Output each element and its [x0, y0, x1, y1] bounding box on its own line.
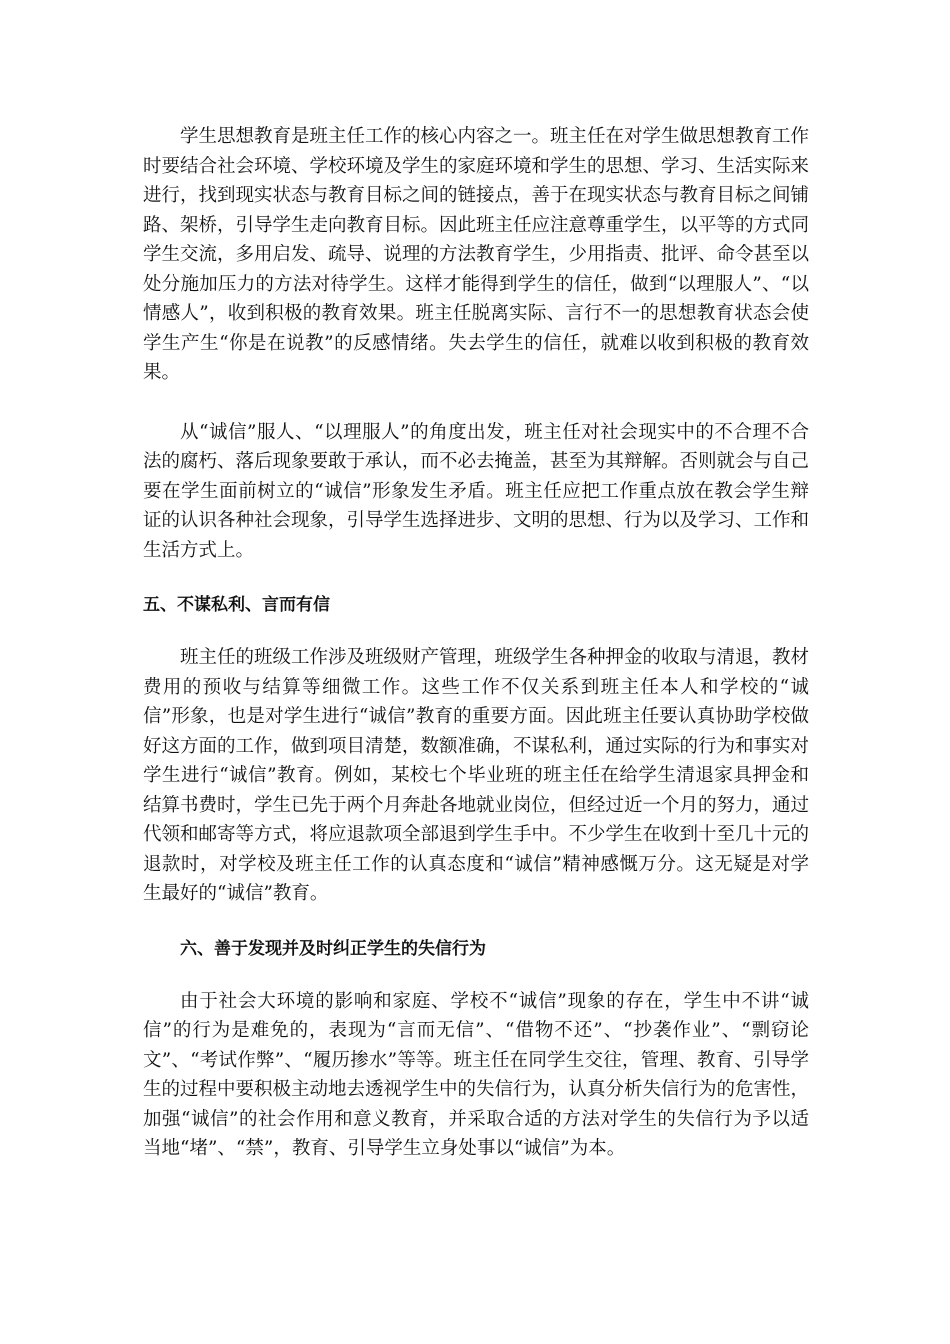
paragraph-integrity-convince: 从“诚信”服人、“以理服人”的角度出发，班主任对社会现实中的不合理不合法的腐朽、落后现象要敢于承认，而不必去掩盖，甚至为其辩解。否则就会与自己要在学生面前树立的“诚信”形象发生矛盾。班主任应把工作重点放在教会学生辩证的认识各种社会现象，引导学生选择进步、文明的思想、行为以及学习、工作和生活方式上。 — [143, 421, 810, 561]
document-page — [143, 122, 809, 1164]
paragraph-ideological-education: 学生思想教育是班主任工作的核心内容之一。班主任在对学生做思想教育工作时要结合社会环境、学校环境及学生的家庭环境和学生的思想、学习、生活实际来进行，找到现实状态与教育目标之间的链接点，善于在现实状态与教育目标之间铺路、架桥，引导学生走向教育目标。因此班主任应注意尊重学生，以平等的方式同学生交流，多用启发、疏导、说理的方法教育学生，少用指责、批评、命令甚至以处分施加压力的方法对待学生。这样才能得到学生的信任，做到“以理服人”、“以情感人”，收到积极的教育效果。班主任脱离实际、言行不一的思想教育状态会使学生产生“你是在说教”的反感情绪。失去学生的信任，就难以收到积极的教育效果。 — [143, 126, 810, 383]
paragraph-class-finance: 班主任的班级工作涉及班级财产管理，班级学生各种押金的收取与清退，教材费用的预收与结算等细微工作。这些工作不仅关系到班主任本人和学校的“诚信”形象，也是对学生进行“诚信”教育的重要方面。因此班主任要认真协助学校做好这方面的工作，做到项目清楚，数额准确，不谋私利，通过实际的行为和事实对学生进行“诚信”教育。例如，某校七个毕业班的班主任在给学生清退家具押金和结算书费时，学生已先于两个月奔赴各地就业岗位，但经过近一个月的努力，通过代领和邮寄等方式，将应退款项全部退到学生手中。不少学生在收到十至几十元的退款时，对学校及班主任工作的认真态度和“诚信”精神感慨万分。这无疑是对学生最好的“诚信”教育。 — [143, 647, 810, 904]
section-heading-6: 六、善于发现并及时纠正学生的失信行为 — [180, 938, 486, 959]
paragraph-dishonest-behavior: 由于社会大环境的影响和家庭、学校不“诚信”现象的存在，学生中不讲“诚信”的行为是难免的，表现为“言而无信”、“借物不还”、“抄袭作业”、“剽窃论文”、“考试作弊”、“履历掺水”等等。班主任在同学生交往，管理、教育、引导学生的过程中要积极主动地去透视学生中的失信行为，认真分析失信行为的危害性，加强“诚信”的社会作用和意义教育，并采取合适的方法对学生的失信行为予以适当地“堵”、“禁”，教育、引导学生立身处事以“诚信”为本。 — [143, 990, 810, 1159]
section-heading-5: 五、不谋私利、言而有信 — [143, 595, 330, 615]
